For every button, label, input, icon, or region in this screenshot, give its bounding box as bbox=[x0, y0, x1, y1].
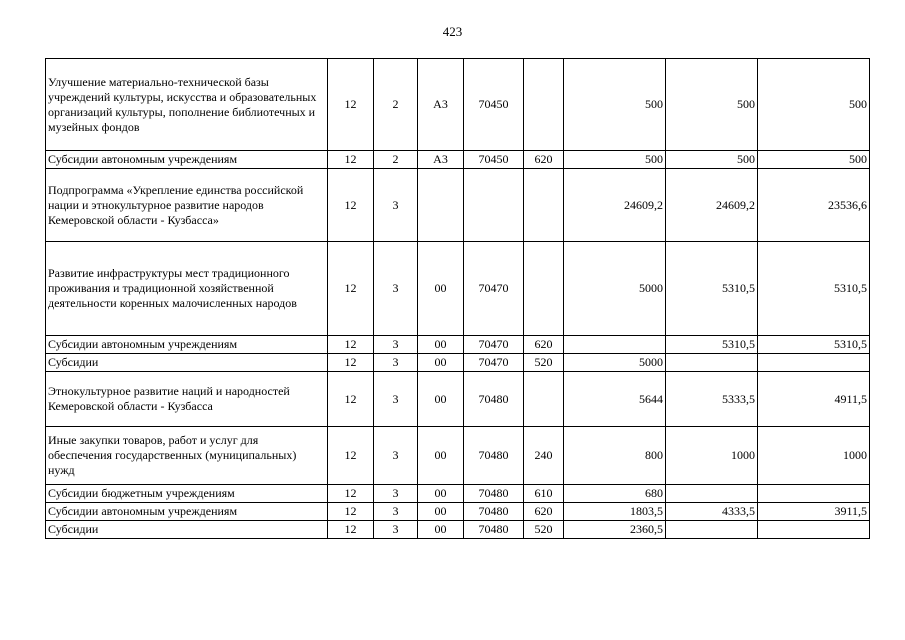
cell-c4: 70480 bbox=[464, 521, 524, 539]
cell-c1: 12 bbox=[328, 485, 374, 503]
cell-v3: 5310,5 bbox=[758, 242, 870, 336]
cell-c4: 70470 bbox=[464, 354, 524, 372]
cell-v3: 500 bbox=[758, 59, 870, 151]
cell-v1: 5000 bbox=[564, 242, 666, 336]
cell-c5: 520 bbox=[524, 354, 564, 372]
row-name: Развитие инфраструктуры мест традиционного проживания и традиционной хозяйственной деятельности коренных малочисленных народов bbox=[46, 242, 328, 336]
cell-c3: А3 bbox=[418, 59, 464, 151]
cell-v3: 1000 bbox=[758, 427, 870, 485]
cell-c1: 12 bbox=[328, 427, 374, 485]
cell-c5: 620 bbox=[524, 151, 564, 169]
cell-c1: 12 bbox=[328, 336, 374, 354]
cell-c3: 00 bbox=[418, 521, 464, 539]
cell-v3: 5310,5 bbox=[758, 336, 870, 354]
cell-c4 bbox=[464, 169, 524, 242]
row-name: Субсидии автономным учреждениям bbox=[46, 151, 328, 169]
cell-v1: 680 bbox=[564, 485, 666, 503]
cell-c5: 520 bbox=[524, 521, 564, 539]
table-row bbox=[46, 336, 870, 354]
row-name: Субсидии bbox=[46, 521, 328, 539]
cell-c1: 12 bbox=[328, 521, 374, 539]
row-name: Иные закупки товаров, работ и услуг для обеспечения государственных (муниципальных) нужд bbox=[46, 427, 328, 485]
cell-c1: 12 bbox=[328, 242, 374, 336]
cell-c5: 240 bbox=[524, 427, 564, 485]
table-row bbox=[46, 427, 870, 485]
cell-c1: 12 bbox=[328, 372, 374, 427]
cell-v3 bbox=[758, 521, 870, 539]
cell-c2: 3 bbox=[374, 336, 418, 354]
budget-table bbox=[45, 58, 870, 539]
cell-c4: 70480 bbox=[464, 485, 524, 503]
cell-v2 bbox=[666, 485, 758, 503]
table-row bbox=[46, 169, 870, 242]
cell-c1: 12 bbox=[328, 354, 374, 372]
cell-c5 bbox=[524, 59, 564, 151]
row-name: Субсидии автономным учреждениям bbox=[46, 336, 328, 354]
cell-c5: 610 bbox=[524, 485, 564, 503]
cell-v1: 1803,5 bbox=[564, 503, 666, 521]
cell-c4: 70480 bbox=[464, 372, 524, 427]
cell-v2: 500 bbox=[666, 151, 758, 169]
cell-c3 bbox=[418, 169, 464, 242]
cell-c3: 00 bbox=[418, 485, 464, 503]
cell-c2: 3 bbox=[374, 521, 418, 539]
cell-v3: 500 bbox=[758, 151, 870, 169]
cell-c1: 12 bbox=[328, 151, 374, 169]
cell-v2: 4333,5 bbox=[666, 503, 758, 521]
row-name: Субсидии автономным учреждениям bbox=[46, 503, 328, 521]
cell-c3: 00 bbox=[418, 336, 464, 354]
cell-v3 bbox=[758, 485, 870, 503]
page-number: 423 bbox=[442, 24, 463, 39]
row-name: Подпрограмма «Укрепление единства российской нации и этнокультурное развитие народов Кемеровской области - Кузбасса» bbox=[46, 169, 328, 242]
table-row bbox=[46, 372, 870, 427]
cell-c3: А3 bbox=[418, 151, 464, 169]
cell-v3: 23536,6 bbox=[758, 169, 870, 242]
cell-v2: 5333,5 bbox=[666, 372, 758, 427]
table-row bbox=[46, 503, 870, 521]
cell-c4: 70450 bbox=[464, 59, 524, 151]
table-row bbox=[46, 59, 870, 151]
cell-c5: 620 bbox=[524, 503, 564, 521]
cell-c1: 12 bbox=[328, 169, 374, 242]
cell-v2: 500 bbox=[666, 59, 758, 151]
cell-c5: 620 bbox=[524, 336, 564, 354]
cell-c3: 00 bbox=[418, 427, 464, 485]
cell-c3: 00 bbox=[418, 503, 464, 521]
cell-v1: 500 bbox=[564, 151, 666, 169]
cell-c2: 3 bbox=[374, 169, 418, 242]
row-name: Этнокультурное развитие наций и народностей Кемеровской области - Кузбасса bbox=[46, 372, 328, 427]
cell-c3: 00 bbox=[418, 372, 464, 427]
cell-c5 bbox=[524, 372, 564, 427]
cell-c1: 12 bbox=[328, 59, 374, 151]
cell-v2 bbox=[666, 521, 758, 539]
row-name: Субсидии bbox=[46, 354, 328, 372]
cell-c4: 70470 bbox=[464, 336, 524, 354]
cell-c4: 70450 bbox=[464, 151, 524, 169]
cell-v1 bbox=[564, 336, 666, 354]
cell-c2: 2 bbox=[374, 59, 418, 151]
row-name: Субсидии бюджетным учреждениям bbox=[46, 485, 328, 503]
cell-c2: 3 bbox=[374, 372, 418, 427]
cell-c4: 70480 bbox=[464, 503, 524, 521]
cell-v3: 4911,5 bbox=[758, 372, 870, 427]
table-row bbox=[46, 151, 870, 169]
cell-c2: 3 bbox=[374, 503, 418, 521]
cell-v3 bbox=[758, 354, 870, 372]
cell-v1: 800 bbox=[564, 427, 666, 485]
cell-c4: 70480 bbox=[464, 427, 524, 485]
cell-v2: 1000 bbox=[666, 427, 758, 485]
cell-v2: 5310,5 bbox=[666, 336, 758, 354]
cell-v1: 5000 bbox=[564, 354, 666, 372]
cell-c2: 3 bbox=[374, 242, 418, 336]
cell-c4: 70470 bbox=[464, 242, 524, 336]
cell-v1: 500 bbox=[564, 59, 666, 151]
cell-c2: 3 bbox=[374, 427, 418, 485]
table-row bbox=[46, 485, 870, 503]
cell-v3: 3911,5 bbox=[758, 503, 870, 521]
cell-c2: 3 bbox=[374, 354, 418, 372]
cell-c5 bbox=[524, 242, 564, 336]
cell-v2 bbox=[666, 354, 758, 372]
cell-c3: 00 bbox=[418, 354, 464, 372]
cell-v1: 24609,2 bbox=[564, 169, 666, 242]
row-name: Улучшение материально-технической базы учреждений культуры, искусства и образовательных организаций культуры, пополнение библиотечных и музейных фондов bbox=[46, 59, 328, 151]
table-row bbox=[46, 521, 870, 539]
cell-c1: 12 bbox=[328, 503, 374, 521]
cell-c5 bbox=[524, 169, 564, 242]
cell-v1: 2360,5 bbox=[564, 521, 666, 539]
cell-v2: 24609,2 bbox=[666, 169, 758, 242]
table-row bbox=[46, 354, 870, 372]
cell-c3: 00 bbox=[418, 242, 464, 336]
cell-c2: 3 bbox=[374, 485, 418, 503]
cell-v2: 5310,5 bbox=[666, 242, 758, 336]
table-row bbox=[46, 242, 870, 336]
cell-v1: 5644 bbox=[564, 372, 666, 427]
cell-c2: 2 bbox=[374, 151, 418, 169]
